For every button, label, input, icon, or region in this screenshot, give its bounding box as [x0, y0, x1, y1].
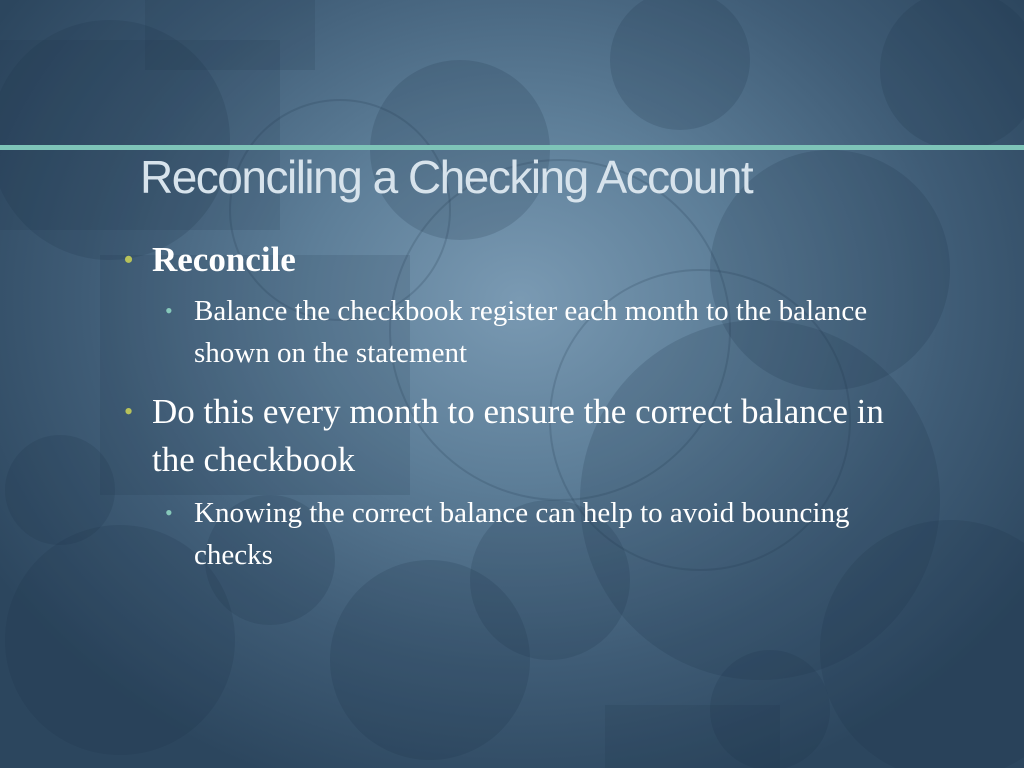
bullet-dot-icon: • [124, 245, 134, 274]
bullet-item [122, 388, 922, 484]
bullet-list [122, 236, 922, 576]
sub-bullet-dot-icon: • [165, 500, 173, 525]
slide-title: Reconciling a Checking Account [140, 151, 753, 203]
sub-bullet-text: Knowing the correct balance can help to avoid bouncing checks [194, 497, 850, 571]
bullet-text: Reconcile [152, 240, 296, 279]
sub-bullet-text: Balance the checkbook register each month to the balance shown on the statement [194, 295, 868, 369]
bullet-item [122, 236, 922, 284]
sub-bullet-dot-icon: • [165, 298, 173, 323]
bullet-dot-icon: • [124, 397, 134, 426]
bullet-text: Do this every month to ensure the correct balance in the checkbook [152, 392, 884, 479]
sub-bullet-item [122, 492, 922, 576]
sub-bullet-item [122, 290, 922, 374]
